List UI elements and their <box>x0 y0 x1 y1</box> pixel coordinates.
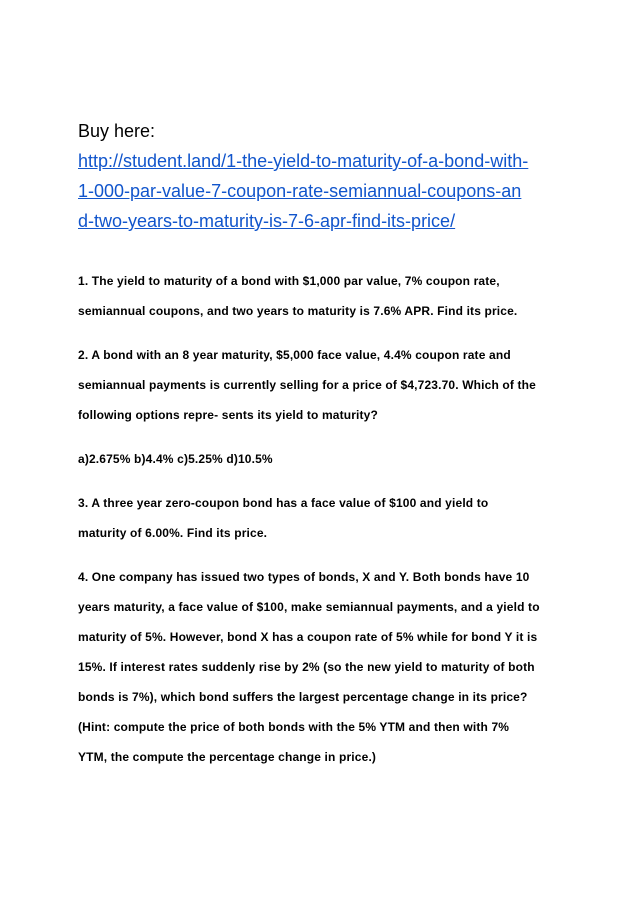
question-2 <box>78 340 598 430</box>
answer-options <box>78 444 598 474</box>
product-link-line[interactable]: http://student.land/1-the-yield-to-maturity-of-a-bond-with- <box>78 151 529 171</box>
spacer <box>78 474 598 488</box>
question-1 <box>78 266 598 326</box>
question-line: semiannual coupons, and two years to maturity is 7.6% APR. Find its price. <box>78 304 518 318</box>
spacer <box>78 430 598 444</box>
question-line: maturity of 5%. However, bond X has a coupon rate of 5% while for bond Y it is <box>78 630 538 644</box>
product-link-line[interactable]: d-two-years-to-maturity-is-7-6-apr-find-its-price/ <box>78 211 456 231</box>
question-line: 1. The yield to maturity of a bond with $1,000 par value, 7% coupon rate, <box>78 274 500 288</box>
question-line: (Hint: compute the price of both bonds with the 5% YTM and then with 7% <box>78 720 510 734</box>
question-line: years maturity, a face value of $100, make semiannual payments, and a yield to <box>78 600 540 614</box>
product-link-line[interactable]: 1-000-par-value-7-coupon-rate-semiannual-coupons-an <box>78 181 522 201</box>
question-line: 15%. If interest rates suddenly rise by 2% (so the new yield to maturity of both <box>78 660 535 674</box>
options-line: a)2.675% b)4.4% c)5.25% d)10.5% <box>78 452 273 466</box>
question-line: YTM, the compute the percentage change in price.) <box>78 750 377 764</box>
document-page <box>78 116 598 772</box>
question-line: maturity of 6.00%. Find its price. <box>78 526 268 540</box>
question-line: 3. A three year zero-coupon bond has a face value of $100 and yield to <box>78 496 489 510</box>
spacer <box>78 326 598 340</box>
question-3 <box>78 488 598 548</box>
question-line: 4. One company has issued two types of bonds, X and Y. Both bonds have 10 <box>78 570 530 584</box>
question-line: following options repre- sents its yield to maturity? <box>78 408 378 422</box>
spacer <box>78 236 598 266</box>
product-link[interactable] <box>78 146 598 236</box>
question-line: semiannual payments is currently selling for a price of $4,723.70. Which of the <box>78 378 536 392</box>
question-line: 2. A bond with an 8 year maturity, $5,000 face value, 4.4% coupon rate and <box>78 348 511 362</box>
question-line: bonds is 7%), which bond suffers the largest percentage change in its price? <box>78 690 528 704</box>
spacer <box>78 548 598 562</box>
buy-here-label: Buy here: <box>78 121 156 141</box>
question-4 <box>78 562 598 772</box>
